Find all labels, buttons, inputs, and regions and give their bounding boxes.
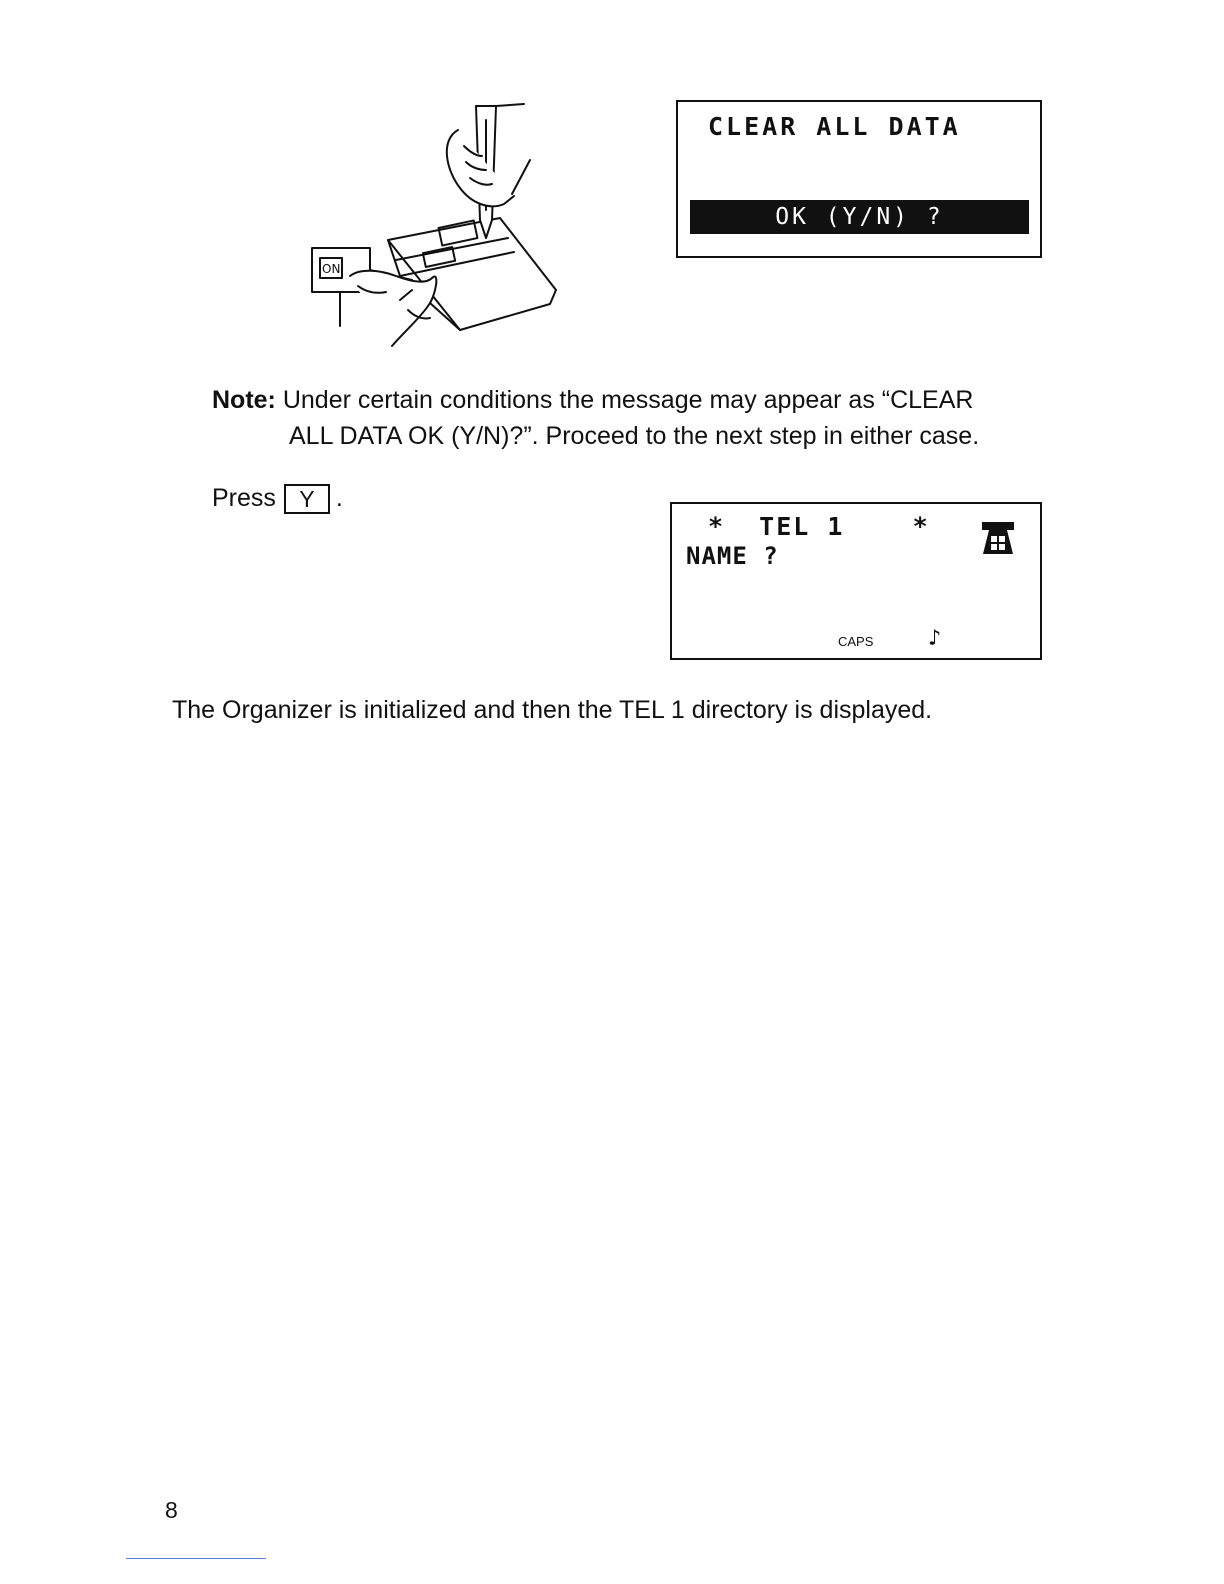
svg-text:ON: ON — [322, 262, 341, 276]
y-key: Y — [284, 484, 330, 514]
note-line-2: ALL DATA OK (Y/N)?”. Proceed to the next step in either case. — [289, 422, 980, 450]
telephone-icon — [980, 518, 1016, 558]
lcd-screen-tel-directory — [670, 502, 1042, 660]
note-line-1: Under certain conditions the message may appear as “CLEAR — [275, 386, 974, 414]
body-paragraph: The Organizer is initialized and then the TEL 1 directory is displayed. — [172, 696, 933, 724]
press-label: Press — [212, 484, 276, 512]
lcd-name-prompt: NAME ? — [686, 542, 779, 570]
organizer-reset-illustration — [300, 100, 570, 360]
footer-divider — [126, 1558, 266, 1559]
note-paragraph — [212, 382, 1052, 454]
page-number: 8 — [165, 1497, 178, 1523]
press-suffix: . — [335, 484, 343, 512]
lcd-screen-clear-all-data — [676, 100, 1042, 258]
note-label: Note: — [212, 386, 276, 414]
lcd-confirm-prompt: OK (Y/N) ? — [690, 200, 1029, 234]
caps-indicator: CAPS — [838, 634, 874, 649]
lcd-title: CLEAR ALL DATA — [708, 112, 961, 141]
music-note-icon: ♪ — [928, 626, 942, 651]
press-instruction — [212, 484, 343, 514]
lcd-tel-header: * TEL 1 * — [708, 512, 930, 541]
